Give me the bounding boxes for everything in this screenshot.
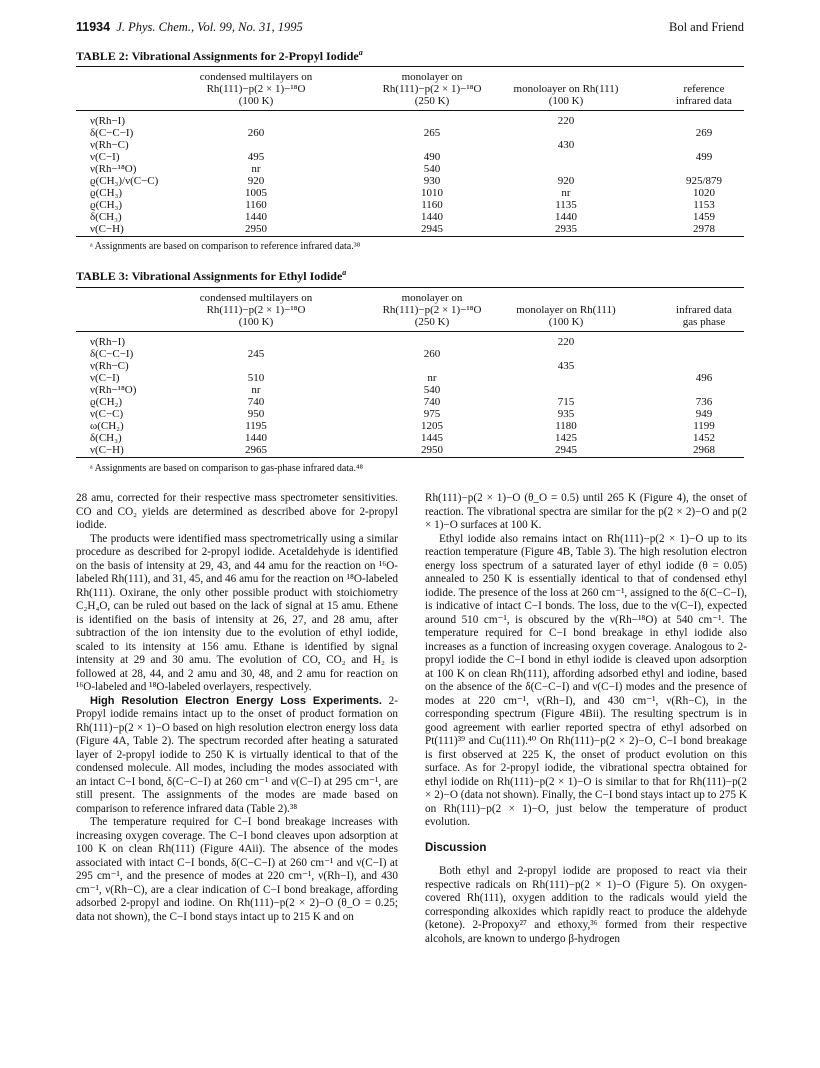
table-cell: 949	[695, 408, 713, 420]
row-assignment-label: ϱ(CH₂)	[90, 396, 123, 408]
table-cell: 265	[423, 127, 441, 139]
column-header-line: condensed multilayers on	[199, 292, 313, 304]
table-cell: 540	[423, 384, 441, 396]
row-assignment-label: δ(CH₃)	[90, 211, 122, 223]
column-header-line: Rh(111)−p(2 × 1)−¹⁸O	[206, 83, 306, 95]
table-cell: 495	[247, 151, 265, 163]
column-header-line: Rh(111)−p(2 × 1)−¹⁸O	[382, 83, 482, 95]
table-cell: 920	[557, 175, 575, 187]
table-cell: 245	[247, 348, 265, 360]
table-cell: 1440	[555, 211, 577, 223]
row-assignment-label: ν(C−H)	[90, 444, 124, 456]
table3-bottom-rule	[76, 457, 744, 458]
table2-footnote: ᵃ Assignments are based on comparison to reference infrared data.³⁸	[90, 241, 361, 252]
row-assignment-label: δ(C−C−I)	[90, 127, 134, 139]
table-cell: 1459	[693, 211, 715, 223]
table-cell: 220	[557, 115, 575, 127]
left-paragraph-4: The temperature required for C−I bond breakage increases with increasing oxygen coverage. The C−I bond cleaves upon adsorption at 100 K on clean Rh(111) (Figure 4Aii). The absence of the modes associated with intact C−I bonds, δ(C−C−I) at 260 cm⁻¹ and ν(C−I) at 295 cm⁻¹, and the presence of modes at 220 cm⁻¹, ν(Rh−I), and 430 cm⁻¹, ν(Rh−C), are a clear indication of C−I bond breakage, affording adsorbed 2-propyl and iodine. On Rh(111)−p(2 × 2)−O (θ_O = 0.25; data not shown), the C−I bond stays intact up to 215 K and on	[76, 816, 398, 923]
table-cell: 950	[247, 408, 265, 420]
table-cell: 1195	[245, 420, 267, 432]
row-assignment-label: ν(Rh−C)	[90, 360, 129, 372]
table-cell: 2935	[555, 223, 577, 235]
table-cell: 435	[557, 360, 575, 372]
table-cell: 925/879	[685, 175, 723, 187]
row-assignment-label: ν(Rh−C)	[90, 139, 129, 151]
running-head-authors: Bol and Friend	[669, 20, 744, 34]
table-cell: nr	[561, 187, 571, 199]
row-assignment-label: δ(C−C−I)	[90, 348, 134, 360]
row-assignment-label: ν(C−C)	[90, 408, 124, 420]
table-cell: 510	[247, 372, 265, 384]
table2-title-line	[76, 48, 363, 64]
table3-title-note: a	[342, 268, 347, 277]
table-cell: 935	[557, 408, 575, 420]
table3-top-rule	[76, 287, 744, 288]
table2-title-note: a	[358, 48, 363, 57]
table-cell: 2945	[555, 444, 577, 456]
table-cell: 490	[423, 151, 441, 163]
table-cell: 1160	[421, 199, 443, 211]
right-column	[425, 492, 747, 946]
table-cell: 1005	[245, 187, 267, 199]
table-row	[76, 420, 744, 432]
table-cell: 1440	[421, 211, 443, 223]
table-row	[76, 384, 744, 396]
column-header-line: Rh(111)−p(2 × 1)−¹⁸O	[206, 304, 306, 316]
table-cell: 1425	[555, 432, 577, 444]
table-cell: 1135	[555, 199, 577, 211]
table-row	[76, 444, 744, 456]
column-header-line: (100 K)	[238, 316, 274, 328]
page-number: 11934	[76, 20, 111, 34]
left-paragraph-3	[76, 695, 398, 817]
table-cell: nr	[251, 384, 261, 396]
table-row	[76, 127, 744, 139]
table-cell: 1445	[421, 432, 443, 444]
left-paragraph-2: The products were identified mass spectrometrically using a similar procedure as described for 2-propyl iodide. Acetaldehyde is identified on the basis of intensity at 29, 43, and 44 amu for the reaction on ¹⁶O-labeled Rh(111), and 31, 45, and 46 amu for the reaction on ¹⁸O-labeled Rh(111). Oxirane, the only other possible product with stoichiometry C₂H₄O, can be ruled out based on the lack of signal at 15 amu. Ethene is identified on the basis of intensity at 26, 27, and 28 amu, after subtraction of the ion intensity due to the evolution of ethyl iodide, scaled to its intensity at 156 amu. Ethane is identified by signal intensity at 29 and 30 amu. The evolution of CO, CO₂ and H₂ is followed at 28, 44, and 2 amu and 30, 48, and 2 amu for reaction on ¹⁶O-labeled and ¹⁸O-labeled overlayers, respectively.	[76, 532, 398, 693]
table-cell: 1180	[555, 420, 577, 432]
table2-title: TABLE 2: Vibrational Assignments for 2-Propyl Iodide	[76, 49, 359, 63]
table-cell: 260	[423, 348, 441, 360]
table-cell: 499	[695, 151, 713, 163]
table-cell: 1440	[245, 432, 267, 444]
table-row	[76, 223, 744, 235]
left-paragraph-1: 28 amu, corrected for their respective mass spectrometer sensitivities. CO and CO₂ yields are determined as described above for 2-propyl iodide.	[76, 492, 398, 531]
row-assignment-label: ϱ(CH₃)	[90, 187, 123, 199]
table-cell: 430	[557, 139, 575, 151]
column-header-line: monoloayer on Rh(111)	[513, 83, 619, 95]
right-paragraph-3: Both ethyl and 2-propyl iodide are proposed to react via their respective radicals on Rh(111)−p(2 × 1)−O (Figure 5). On oxygen-covered Rh(111), oxygen addition to the radicals would yield the corresponding alkoxides which rapidly react to produce the aldehyde (ketone). 2-Propoxy²⁷ and ethoxy,³⁶ formed from their respective alcohols, are known to undergo β-hydrogen	[425, 865, 747, 945]
row-assignment-label: ν(Rh−¹⁸O)	[90, 163, 137, 175]
column-header-line: Rh(111)−p(2 × 1)−¹⁸O	[382, 304, 482, 316]
table-cell: 1020	[693, 187, 715, 199]
table-cell: 715	[557, 396, 575, 408]
table3-title: TABLE 3: Vibrational Assignments for Ethyl Iodide	[76, 269, 343, 283]
table-cell: 1452	[693, 432, 715, 444]
table-cell: 1199	[693, 420, 715, 432]
table-cell: 260	[247, 127, 265, 139]
table-cell: 2950	[245, 223, 267, 235]
table-row	[76, 163, 744, 175]
table-cell: 1160	[245, 199, 267, 211]
table-row	[76, 432, 744, 444]
table2-head-rule	[76, 110, 744, 111]
table-row	[76, 348, 744, 360]
row-assignment-label: ν(Rh−I)	[90, 115, 126, 127]
table-cell: nr	[251, 163, 261, 175]
hreels-runin-heading: High Resolution Electron Energy Loss Experiments.	[90, 694, 382, 707]
row-assignment-label: ω(CH₂)	[90, 420, 124, 432]
row-assignment-label: ϱ(CH₃)	[90, 199, 123, 211]
table-cell: 2978	[693, 223, 715, 235]
row-assignment-label: ν(C−I)	[90, 372, 120, 384]
running-head	[76, 20, 744, 40]
column-header-line: monolayer on Rh(111)	[516, 304, 616, 316]
table-cell: 736	[695, 396, 713, 408]
column-header-line: (250 K)	[414, 95, 450, 107]
table-cell: 1010	[421, 187, 443, 199]
discussion-heading: Discussion	[425, 841, 487, 854]
table3-head-rule	[76, 331, 744, 332]
row-assignment-label: ν(C−I)	[90, 151, 120, 163]
table-cell: 220	[557, 336, 575, 348]
table2-top-rule	[76, 66, 744, 67]
table-cell: nr	[427, 372, 437, 384]
table-row	[76, 372, 744, 384]
column-header-line: (100 K)	[548, 95, 584, 107]
column-header-line: infrared data	[676, 304, 732, 316]
row-assignment-label: δ(CH₃)	[90, 432, 122, 444]
left-paragraph-3-text: 2-Propyl iodide remains intact up to the onset of product formation on Rh(111)−p(2 × 1)−O based on high resolution electron energy loss data (Figure 4A, Table 2). The spectrum recorded after heating a saturated layer of 2-propyl iodide to 250 K is virtually identical to that of the condensed molecule. All modes, including the modes associated with an intact C−I bond, δ(C−C−I) at 260 cm⁻¹ and ν(C−I) at 295 cm⁻¹, are still present. The assignments of the modes are made based on comparison to reference infrared data (Table 2).³⁸	[76, 694, 398, 815]
table-cell: 920	[247, 175, 265, 187]
table-row	[76, 396, 744, 408]
table-cell: 2950	[421, 444, 443, 456]
row-assignment-label: ϱ(CH₃)/ν(C−C)	[90, 175, 159, 187]
column-header-line: monolayer on	[401, 292, 463, 304]
table-row	[76, 151, 744, 163]
column-header-line: reference	[683, 83, 725, 95]
table-cell: 496	[695, 372, 713, 384]
table-row	[76, 360, 744, 372]
table-row	[76, 175, 744, 187]
left-column	[76, 492, 398, 924]
table-cell: 540	[423, 163, 441, 175]
table2-bottom-rule	[76, 236, 744, 237]
column-header-line: infrared data	[676, 95, 732, 107]
row-assignment-label: ν(C−H)	[90, 223, 124, 235]
table-row	[76, 187, 744, 199]
table-cell: 2965	[245, 444, 267, 456]
row-assignment-label: ν(Rh−¹⁸O)	[90, 384, 137, 396]
column-header-line: condensed multilayers on	[199, 71, 313, 83]
table-cell: 740	[247, 396, 265, 408]
table-cell: 2968	[693, 444, 715, 456]
right-paragraph-2: Ethyl iodide also remains intact on Rh(111)−p(2 × 1)−O up to its reaction temperature (Figure 4B, Table 3). The high resolution electron energy loss spectrum of a saturated layer of ethyl iodide (θ = 0.05) annealed to 250 K is essentially identical to that of condensed ethyl iodide. The presence of the loss at 260 cm⁻¹, assigned to the δ(C−C−I), is indicative of intact C−I bonds. The loss, due to the ν(C−I), expected around 510 cm⁻¹, is obscured by the ν(Rh−¹⁸O) at 540 cm⁻¹. The temperature required for C−I bond breakage in ethyl iodide also increases as a function of increasing oxygen coverage. Analogous to 2-propyl iodide the C−I bond in ethyl iodide is cleaved upon adsorption at 100 K on clean Rh(111), affording adsorbed ethyl and iodine, based on the absence of the δ(C−C−I) and ν(C−I) modes and the presence of modes at 220 cm⁻¹, ν(Rh−I), and 430 cm⁻¹, ν(Rh−C), in the corresponding spectrum (Figure 4Bii). The resulting spectrum is in good agreement with earlier reported spectra of ethyl adsorbed on Pt(111)³⁹ and Cu(111).⁴⁰ On Rh(111)−p(2 × 2)−O, C−I bond breakage is first observed at 225 K, the onset of product evolution on this surface. As for 2-propyl iodide, the vibrational spectra obtained for ethyl iodide on Rh(111)−p(2 × 1)−O is similar to that for Rh(111)−p(2 × 2)−O (data not shown). Finally, the C−I bond stays intact up to 275 K on Rh(111)−p(2 × 1)−O, just below the temperature of product evolution.	[425, 532, 747, 828]
table-row	[76, 408, 744, 420]
column-header-line: (250 K)	[414, 316, 450, 328]
table-cell: 975	[423, 408, 441, 420]
column-header-line: (100 K)	[238, 95, 274, 107]
right-paragraph-1: Rh(111)−p(2 × 1)−O (θ_O = 0.5) until 265 K (Figure 4), the onset of reaction. The vibrational spectra are similar for the p(2 × 2)−O and p(2 × 1)−O surfaces at 100 K.	[425, 492, 747, 531]
table-cell: 1205	[421, 420, 443, 432]
table-cell: 1440	[245, 211, 267, 223]
table-cell: 2945	[421, 223, 443, 235]
row-assignment-label: ν(Rh−I)	[90, 336, 126, 348]
table3-title-line	[76, 268, 346, 284]
column-header-line: monolayer on	[401, 71, 463, 83]
running-head-left	[76, 20, 303, 35]
table-cell: 1153	[693, 199, 715, 211]
table-row	[76, 139, 744, 151]
table-cell: 930	[423, 175, 441, 187]
journal-citation: J. Phys. Chem., Vol. 99, No. 31, 1995	[116, 20, 303, 34]
table-cell: 740	[423, 396, 441, 408]
column-header-line: gas phase	[682, 316, 726, 328]
column-header-line: (100 K)	[548, 316, 584, 328]
table-row	[76, 199, 744, 211]
table-row	[76, 211, 744, 223]
table-row	[76, 336, 744, 348]
table-cell: 269	[695, 127, 713, 139]
table3-footnote: ᵃ Assignments are based on comparison to gas-phase infrared data.⁴⁸	[90, 463, 363, 474]
table-row	[76, 115, 744, 127]
